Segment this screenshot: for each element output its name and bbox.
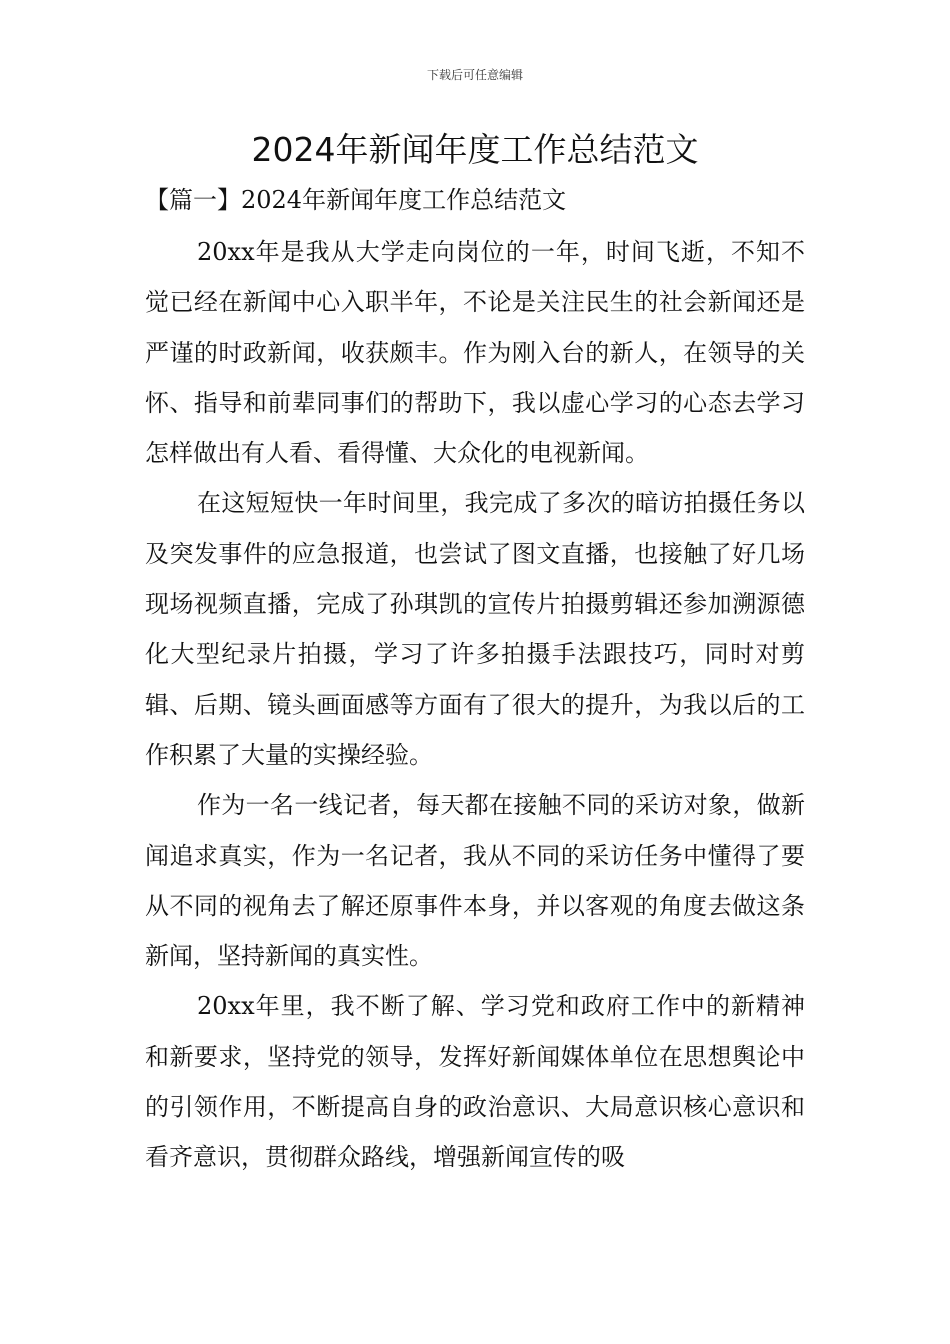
paragraph-2: 在这短短快一年时间里，我完成了多次的暗访拍摄任务以及突发事件的应急报道，也尝试了图文直播，也接触了好几场现场视频直播，完成了孙琪凯的宣传片拍摄剪辑还参加溯源德化大型纪录片拍摄，学习了许多拍摄手法跟技巧，同时对剪辑、后期、镜头画面感等方面有了很大的提升，为我以后的工作积累了大量的实操经验。 (145, 489, 805, 769)
paragraph-4: 20xx年里，我不断了解、学习党和政府工作中的新精神和新要求，坚持党的领导，发挥好新闻媒体单位在思想舆论中的引领作用，不断提高自身的政治意识、大局意识核心意识和看齐意识，贯彻群众路线，增强新闻宣传的吸 (145, 992, 805, 1172)
paragraph-1: 20xx年是我从大学走向岗位的一年，时间飞逝，不知不觉已经在新闻中心入职半年，不论是关注民生的社会新闻还是严谨的时政新闻，收获颇丰。作为刚入台的新人，在领导的关怀、指导和前辈同事们的帮助下，我以虚心学习的心态去学习怎样做出有人看、看得懂、大众化的电视新闻。 (145, 238, 805, 468)
document-body (145, 227, 805, 1183)
document-title: 2024年新闻年度工作总结范文 (251, 130, 699, 169)
section-heading: 【篇一】2024年新闻年度工作总结范文 (145, 186, 567, 214)
paragraph-3: 作为一名一线记者，每天都在接触不同的采访对象，做新闻追求真实，作为一名记者，我从不同的采访任务中懂得了要从不同的视角去了解还原事件本身，并以客观的角度去做这条新闻，坚持新闻的真实性。 (145, 791, 805, 971)
download-note: 下载后可任意编辑 (426, 68, 523, 82)
